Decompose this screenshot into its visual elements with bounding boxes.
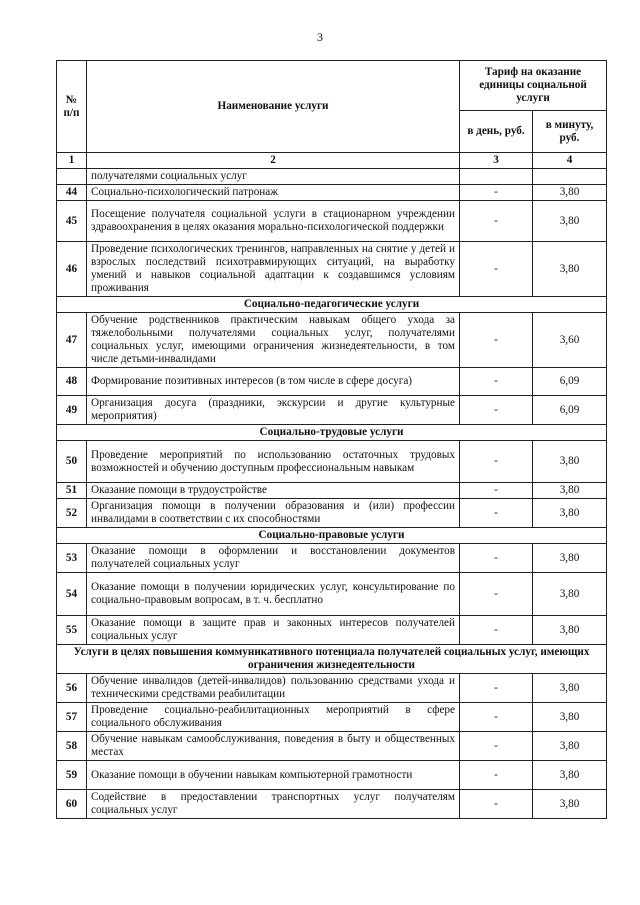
tariff-per-minute: 3,80 — [533, 732, 607, 761]
service-number: 50 — [57, 441, 87, 483]
tariff-per-day — [460, 169, 533, 185]
column-index: 3 — [460, 153, 533, 169]
service-number: 59 — [57, 761, 87, 790]
tariff-per-day: - — [460, 483, 533, 499]
tariff-per-day: - — [460, 761, 533, 790]
table-row — [57, 185, 607, 201]
table-row — [57, 396, 607, 425]
section-heading-row — [57, 645, 607, 674]
tariff-per-day: - — [460, 396, 533, 425]
header-service-name: Наименование услуги — [87, 61, 460, 153]
column-index: 2 — [87, 153, 460, 169]
table-row — [57, 169, 607, 185]
tariff-per-day: - — [460, 368, 533, 396]
table-row — [57, 616, 607, 645]
service-name: Содействие в предоставлении транспортных услуг получателям социальных услуг — [87, 790, 460, 819]
table-body — [57, 169, 607, 819]
tariff-per-minute: 3,80 — [533, 441, 607, 483]
table-row — [57, 761, 607, 790]
section-heading: Социально-педагогические услуги — [57, 297, 607, 313]
service-number: 51 — [57, 483, 87, 499]
tariff-per-day: - — [460, 441, 533, 483]
header-tariff: Тариф на оказание единицы социальной услуги — [460, 61, 607, 111]
service-name: Оказание помощи в оформлении и восстановлении документов получателей социальных услуг — [87, 544, 460, 573]
service-name: Оказание помощи в трудоустройстве — [87, 483, 460, 499]
tariff-per-minute: 3,80 — [533, 499, 607, 528]
tariff-per-minute: 3,80 — [533, 483, 607, 499]
tariff-per-day: - — [460, 201, 533, 242]
section-heading-row — [57, 297, 607, 313]
service-name: Оказание помощи в защите прав и законных интересов получателей социальных услуг — [87, 616, 460, 645]
table-row — [57, 201, 607, 242]
tariff-per-minute: 3,60 — [533, 313, 607, 368]
tariff-per-minute: 3,80 — [533, 616, 607, 645]
table-row — [57, 703, 607, 732]
section-heading-row — [57, 425, 607, 441]
page-number: 3 — [317, 30, 323, 44]
service-name: Организация досуга (праздники, экскурсии и другие культурные мероприятия) — [87, 396, 460, 425]
section-heading: Социально-трудовые услуги — [57, 425, 607, 441]
service-name: Проведение психологических тренингов, направленных на снятие у детей и взрослых последствий психотравмирующих ситуаций, на выработку умений и навыков социальной адаптации к создавшимся условиям проживания — [87, 242, 460, 297]
tariff-per-day: - — [460, 616, 533, 645]
table-row — [57, 674, 607, 703]
column-index: 1 — [57, 153, 87, 169]
service-name: Проведение социально-реабилитационных мероприятий в сфере социального обслуживания — [87, 703, 460, 732]
tariff-per-day: - — [460, 185, 533, 201]
service-number: 44 — [57, 185, 87, 201]
service-number: 57 — [57, 703, 87, 732]
service-name: Формирование позитивных интересов (в том числе в сфере досуга) — [87, 368, 460, 396]
section-heading-row — [57, 528, 607, 544]
tariff-per-day: - — [460, 544, 533, 573]
tariff-per-day: - — [460, 674, 533, 703]
table-row — [57, 499, 607, 528]
table-row — [57, 242, 607, 297]
service-name: Организация помощи в получении образования и (или) профессии инвалидами в соответствии с их способностями — [87, 499, 460, 528]
service-number: 55 — [57, 616, 87, 645]
tariff-per-day: - — [460, 313, 533, 368]
tariff-per-minute: 3,80 — [533, 573, 607, 616]
tariff-per-day: - — [460, 790, 533, 819]
table-row — [57, 544, 607, 573]
service-name: Проведение мероприятий по использованию остаточных трудовых возможностей и обучению доступным профессиональным навыкам — [87, 441, 460, 483]
service-number: 45 — [57, 201, 87, 242]
tariff-per-minute: 3,80 — [533, 544, 607, 573]
header-num: № п/п — [57, 61, 87, 153]
tariff-per-day: - — [460, 242, 533, 297]
service-number: 48 — [57, 368, 87, 396]
service-name: получателями социальных услуг — [87, 169, 460, 185]
tariff-per-minute: 3,80 — [533, 201, 607, 242]
section-heading: Социально-правовые услуги — [57, 528, 607, 544]
service-number: 47 — [57, 313, 87, 368]
tariff-per-minute: 6,09 — [533, 368, 607, 396]
tariff-per-minute: 3,80 — [533, 185, 607, 201]
service-number — [57, 169, 87, 185]
tariff-per-minute — [533, 169, 607, 185]
tariff-per-day: - — [460, 499, 533, 528]
service-name: Оказание помощи в обучении навыкам компьютерной грамотности — [87, 761, 460, 790]
table-row — [57, 368, 607, 396]
service-number: 60 — [57, 790, 87, 819]
service-name: Оказание помощи в получении юридических услуг, консультирование по социально-правовым вопросам, в т. ч. бесплатно — [87, 573, 460, 616]
table-row — [57, 313, 607, 368]
service-number: 56 — [57, 674, 87, 703]
tariff-per-day: - — [460, 703, 533, 732]
table-row — [57, 483, 607, 499]
service-number: 58 — [57, 732, 87, 761]
table-row — [57, 790, 607, 819]
service-number: 46 — [57, 242, 87, 297]
tariff-per-minute: 6,09 — [533, 396, 607, 425]
header-per-minute: в минуту, руб. — [533, 111, 607, 153]
tariff-per-day: - — [460, 573, 533, 616]
service-name: Обучение навыкам самообслуживания, поведения в быту и общественных местах — [87, 732, 460, 761]
tariff-per-minute: 3,80 — [533, 703, 607, 732]
service-number: 54 — [57, 573, 87, 616]
service-number: 49 — [57, 396, 87, 425]
tariff-per-day: - — [460, 732, 533, 761]
tariff-per-minute: 3,80 — [533, 242, 607, 297]
service-number: 53 — [57, 544, 87, 573]
service-number: 52 — [57, 499, 87, 528]
column-index: 4 — [533, 153, 607, 169]
section-heading: Услуги в целях повышения коммуникативного потенциала получателей социальных услуг, имеющих ограничения жизнедеятельности — [57, 645, 607, 674]
service-name: Обучение родственников практическим навыкам общего ухода за тяжелобольными получателями социальных услуг, получателями социальных услуг, имеющими ограничения жизнедеятельности, в том числе детьми-инвалидами — [87, 313, 460, 368]
table-row — [57, 573, 607, 616]
tariff-per-minute: 3,80 — [533, 674, 607, 703]
tariff-per-minute: 3,80 — [533, 761, 607, 790]
service-name: Социально-психологический патронаж — [87, 185, 460, 201]
header-per-day: в день, руб. — [460, 111, 533, 153]
service-name: Посещение получателя социальной услуги в стационарном учреждении здравоохранения в целях оказания морально-психологической поддержки — [87, 201, 460, 242]
tariff-table — [56, 60, 607, 819]
table-row — [57, 441, 607, 483]
table-row — [57, 732, 607, 761]
service-name: Обучение инвалидов (детей-инвалидов) пользованию средствами ухода и техническими средствами реабилитации — [87, 674, 460, 703]
tariff-per-minute: 3,80 — [533, 790, 607, 819]
